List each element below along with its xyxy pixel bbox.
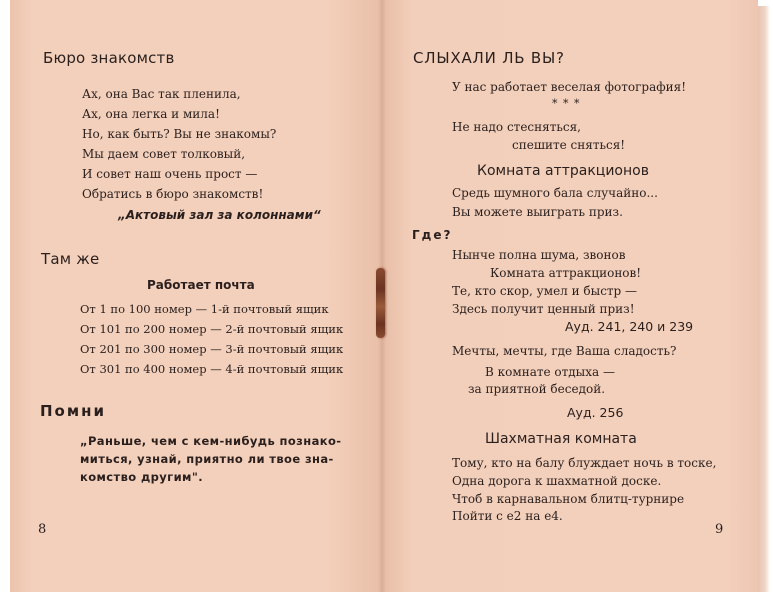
verse-line: Чтоб в карнавальном блитц-турнире [452,492,685,506]
page-number: 9 [715,522,724,537]
asterism: * * * [552,97,581,110]
text-line: Нынче полна шума, звонов [452,248,626,262]
verse-line: Обратись в бюро знакомств! [82,187,264,201]
verse-line: Но, как быть? Вы не знакомы? [82,127,277,141]
text-line: Мечты, мечты, где Ваша сладость? [452,344,677,358]
verse-line: Одна дорога к шахматной доске. [452,474,662,488]
room-number: Ауд. 241, 240 и 239 [565,319,694,334]
section-title-have-you-heard: СЛЫХАЛИ ЛЬ ВЫ? [413,49,565,67]
mailbox-row: От 101 по 200 номер — 2-й почтовый ящик [80,322,344,336]
right-page [382,0,758,592]
quote-line: миться, узнай, приятно ли твое зна- [80,452,334,466]
page-number: 8 [38,522,47,537]
verse-line: И совет наш очень прост — [82,167,258,181]
staple [376,268,385,338]
mailbox-row: От 301 по 400 номер — 4-й почтовый ящик [80,362,344,376]
section-title-same-place: Там же [41,250,100,268]
verse-line: Ах, она легка и мила! [82,107,220,121]
section-title-chess-room: Шахматная комната [485,431,637,447]
section-title-remember: Помни [40,402,106,420]
text-line: Здесь получит ценный приз! [452,302,635,316]
quote-line: комство другим". [80,470,204,484]
page-edge [758,6,770,592]
section-subtitle-post: Работает почта [147,278,255,292]
room-number: Ауд. 256 [567,405,624,420]
left-page [10,0,382,592]
section-title-attractions-room: Комната аттракционов [477,163,649,179]
text-line: У нас работает веселая фотография! [452,80,687,94]
verse-line: Ах, она Вас так пленила, [82,87,241,101]
text-line: Средь шумного бала случайно... [452,186,658,200]
verse-line: Пойти с е2 на е4. [452,509,563,523]
text-line: за приятной беседой. [468,382,606,396]
text-line: Те, кто скор, умел и быстр — [452,284,638,298]
text-line: В комнате отдыха — [485,365,615,379]
text-line: Не надо стесняться, [452,120,581,134]
verse-line: Мы даем совет толковый, [82,147,246,161]
section-title-dating-bureau: Бюро знакомств [43,49,175,67]
verse-line: Тому, кто на балу блуждает ночь в тоске, [452,456,717,470]
text-line: спешите сняться! [512,138,626,152]
section-title-where: Где? [412,228,453,242]
text-line: Комната аттракционов! [490,266,642,280]
mailbox-row: От 1 по 100 номер — 1-й почтовый ящик [80,302,329,316]
mailbox-row: От 201 по 300 номер — 3-й почтовый ящик [80,342,344,356]
quote-line: „Раньше, чем с кем-нибудь познако- [80,434,342,448]
text-line: Вы можете выиграть приз. [452,205,623,219]
location-note: „Актовый зал за колоннами“ [118,208,321,222]
